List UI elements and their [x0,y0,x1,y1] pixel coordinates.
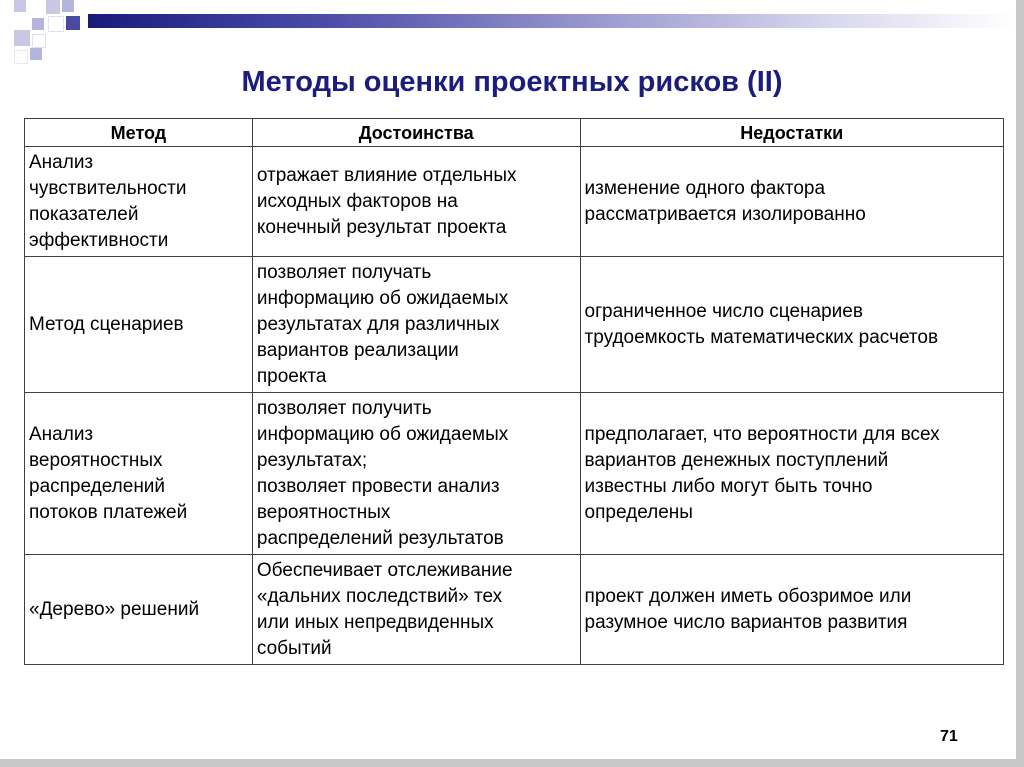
advantages-cell [252,257,580,393]
disadvantages-cell [580,555,1003,665]
cell-line: Обеспечивает отслеживание [256,559,513,581]
cell-line: Метод сценариев [29,313,184,335]
cell-line: проекта [256,365,327,387]
page-number: 71 [940,728,958,745]
column-header-method: Метод [25,119,253,147]
cell-line: результатах для различных [256,313,500,335]
cell-line: показателей [29,203,139,225]
slide-edge-right [1016,0,1024,767]
cell-line: потоков платежей [29,501,188,523]
cell-line: ограниченное число сценариев [584,300,863,322]
cell-line: трудоемкость математических расчетов [584,326,939,348]
cell-line: вероятностных [256,501,391,523]
advantages-cell [252,393,580,555]
cell-line: чувствительности [29,177,187,199]
table-row [25,147,1004,257]
cell-line: распределений результатов [256,527,504,549]
cell-line: вероятностных [29,449,163,471]
cell-line: проект должен иметь обозримое или [584,585,912,607]
disadvantages-cell [580,393,1003,555]
cell-line: Анализ [29,423,94,445]
disadvantages-cell [580,147,1003,257]
cell-line: позволяет получать [256,261,432,283]
cell-line: отражает влияние отдельных [256,164,517,186]
cell-line: позволяет провести анализ [256,475,500,497]
risk-methods-table [24,118,1004,665]
cell-line: или иных непредвиденных [256,611,494,633]
cell-line: результатах; [256,449,368,471]
table-row [25,555,1004,665]
advantages-cell [252,555,580,665]
method-cell [25,555,253,665]
table-row [25,393,1004,555]
table-header-row [25,119,1004,147]
cell-line: конечный результат проекта [256,216,507,238]
column-header-disadvantages: Недостатки [580,119,1003,147]
cell-line: предполагает, что вероятности для всех [584,423,940,445]
cell-line: Анализ [29,151,94,173]
column-header-advantages: Достоинства [252,119,580,147]
cell-line: известны либо могут быть точно [584,475,873,497]
slide-title: Методы оценки проектных рисков (II) [241,66,783,98]
disadvantages-cell [580,257,1003,393]
advantages-cell [252,147,580,257]
method-cell [25,147,253,257]
cell-line: рассматривается изолированно [584,203,866,225]
cell-line: распределений [29,475,166,497]
decorative-squares [0,0,90,70]
method-cell [25,257,253,393]
cell-line: вариантов денежных поступлений [584,449,889,471]
cell-line: разумное число вариантов развития [584,611,908,633]
slide-edge-bottom [0,759,1024,767]
cell-line: информацию об ожидаемых [256,423,509,445]
method-cell [25,393,253,555]
cell-line: изменение одного фактора [584,177,826,199]
cell-line: информацию об ожидаемых [256,287,509,309]
cell-line: исходных факторов на [256,190,458,212]
cell-line: событий [256,637,332,659]
cell-line: позволяет получить [256,397,432,419]
cell-line: эффективности [29,229,169,251]
cell-line: «дальних последствий» тех [256,585,503,607]
cell-line: «Дерево» решений [29,598,200,620]
table-row [25,257,1004,393]
header-gradient-bar [88,14,1016,28]
cell-line: вариантов реализации [256,339,459,361]
cell-line: определены [584,501,693,523]
